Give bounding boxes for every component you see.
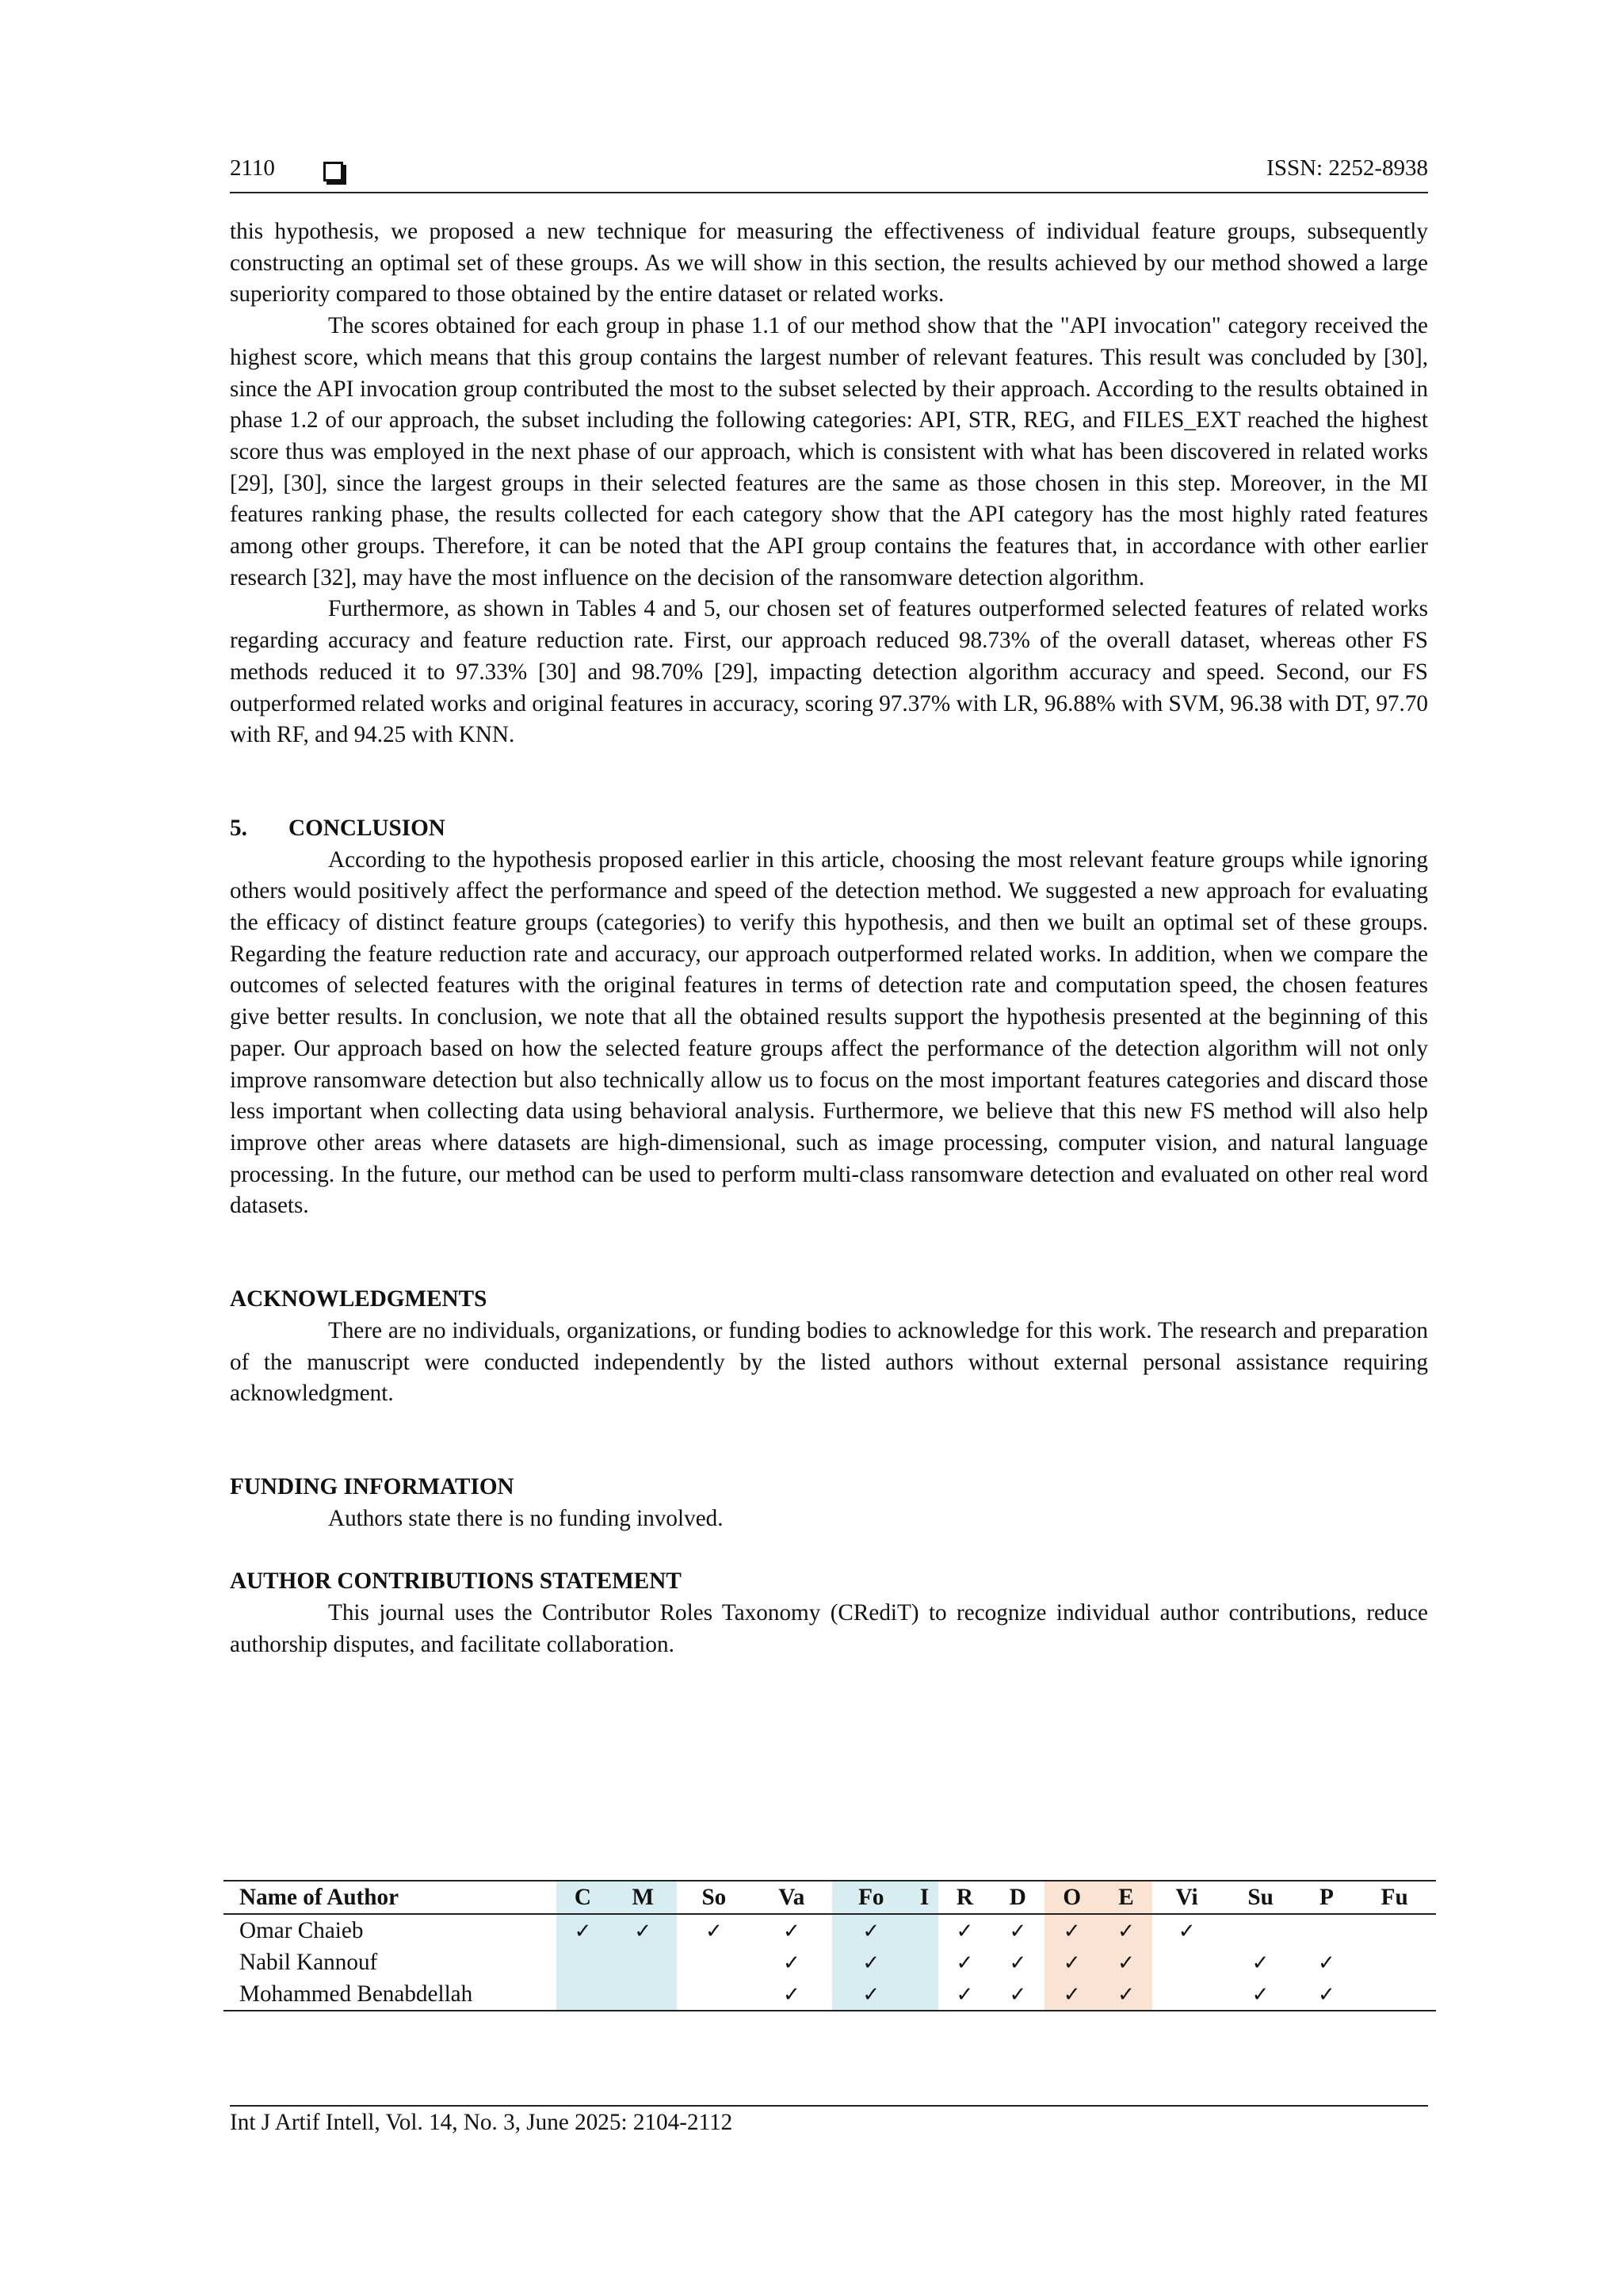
checkmark-icon: ✓ — [1117, 1982, 1135, 2007]
role-cell — [1044, 1946, 1100, 1978]
role-cell — [1221, 1914, 1300, 1946]
page-number: 2110 — [230, 155, 275, 181]
role-cell — [1221, 1978, 1300, 2011]
role-cell — [938, 1946, 991, 1978]
role-header: R — [956, 1885, 973, 1910]
square-bullet-icon — [323, 162, 343, 181]
author-name: Omar Chaieb — [239, 1918, 364, 1943]
section-number: 5. — [230, 815, 247, 841]
role-cell — [911, 1978, 938, 2011]
checkmark-icon: ✓ — [1063, 1950, 1081, 1975]
table-row — [223, 1978, 1436, 2011]
checkmark-icon: ✓ — [705, 1919, 723, 1943]
role-cell — [1300, 1946, 1353, 1978]
paragraph: This journal uses the Contributor Roles Taxonomy (CRediT) to recognize individual author contributions, reduce authorship disputes, and facilitate collaboration. — [230, 1600, 1428, 1657]
role-header: Su — [1247, 1885, 1274, 1910]
author-name: Nabil Kannouf — [239, 1950, 378, 1975]
checkmark-icon: ✓ — [1009, 1919, 1027, 1943]
checkmark-icon: ✓ — [782, 1919, 800, 1943]
role-cell — [991, 1946, 1044, 1978]
role-header: O — [1044, 1881, 1100, 1914]
role-cell — [1353, 1914, 1436, 1946]
role-cell — [751, 1978, 831, 2011]
role-cell — [1100, 1978, 1153, 2011]
role-cell — [832, 1978, 911, 2011]
role-cell — [677, 1946, 752, 1978]
table-row — [223, 1914, 1436, 1946]
role-header: Fu — [1381, 1885, 1408, 1910]
checkmark-icon: ✓ — [1317, 1950, 1335, 1975]
page-footer — [230, 2105, 1428, 2136]
issn: ISSN: 2252-8938 — [1266, 155, 1428, 181]
role-cell — [609, 1914, 677, 1946]
paragraph: There are no individuals, organizations, or funding bodies to acknowledge for this work. The research and preparation of the manuscript were conducted independently by the listed authors without external personal assistance requiring acknowledgment. — [230, 1317, 1428, 1407]
role-cell — [1300, 1978, 1353, 2011]
role-cell — [1044, 1914, 1100, 1946]
role-cell — [991, 1978, 1044, 2011]
section-heading-acknowledgments: ACKNOWLEDGMENTS — [230, 1286, 487, 1312]
role-cell — [1100, 1946, 1153, 1978]
checkmark-icon: ✓ — [1063, 1919, 1081, 1943]
role-header: P — [1319, 1885, 1334, 1910]
role-cell — [938, 1978, 991, 2011]
role-cell — [832, 1946, 911, 1978]
checkmark-icon: ✓ — [1009, 1982, 1027, 2007]
role-cell — [556, 1946, 609, 1978]
role-cell — [991, 1914, 1044, 1946]
role-cell — [609, 1978, 677, 2011]
checkmark-icon: ✓ — [574, 1919, 592, 1943]
role-header: E — [1100, 1881, 1153, 1914]
role-cell — [1353, 1946, 1436, 1978]
page-header — [230, 155, 1428, 193]
journal-citation: Int J Artif Intell, Vol. 14, No. 3, June 2025: 2104-2112 — [230, 2110, 733, 2135]
checkmark-icon: ✓ — [862, 1950, 880, 1975]
role-cell — [677, 1978, 752, 2011]
role-cell — [1044, 1978, 1100, 2011]
role-header: Fo — [832, 1881, 911, 1914]
role-header: C — [556, 1881, 609, 1914]
role-cell — [1152, 1914, 1220, 1946]
checkmark-icon: ✓ — [1251, 1950, 1270, 1975]
article-body — [230, 216, 1428, 1660]
role-cell — [609, 1946, 677, 1978]
role-cell — [751, 1946, 831, 1978]
role-cell — [751, 1914, 831, 1946]
credit-table — [223, 1880, 1436, 2011]
checkmark-icon: ✓ — [1117, 1919, 1135, 1943]
checkmark-icon: ✓ — [956, 1919, 974, 1943]
role-header: Vi — [1175, 1885, 1198, 1910]
table-row — [223, 1946, 1436, 1978]
role-cell — [556, 1978, 609, 2011]
checkmark-icon: ✓ — [1317, 1982, 1335, 2007]
checkmark-icon: ✓ — [782, 1950, 800, 1975]
role-header: M — [609, 1881, 677, 1914]
checkmark-icon: ✓ — [862, 1982, 880, 2007]
role-cell — [911, 1946, 938, 1978]
checkmark-icon: ✓ — [1063, 1982, 1081, 2007]
author-name: Mohammed Benabdellah — [239, 1981, 473, 2007]
section-heading-conclusion — [230, 813, 1428, 845]
checkmark-icon: ✓ — [956, 1950, 974, 1975]
credit-header-row — [223, 1881, 1436, 1914]
checkmark-icon: ✓ — [1009, 1950, 1027, 1975]
paragraph: Authors state there is no funding involved. — [328, 1505, 724, 1531]
checkmark-icon: ✓ — [1117, 1950, 1135, 1975]
paragraph: this hypothesis, we proposed a new technique for measuring the effectiveness of individual feature groups, subsequently constructing an optimal set of these groups. As we will show in this section, the results achieved by our method showed a large superiority compared to those obtained by the entire dataset or related works. — [230, 219, 1428, 308]
checkmark-icon: ✓ — [634, 1919, 652, 1943]
paragraph: The scores obtained for each group in phase 1.1 of our method show that the "API invocation" category received the highest score, which means that this group contains the largest number of relevant features. This result was concluded by [30], since the API invocation group contributed the most to the subset selected by their approach. According to the results obtained in phase 1.2 of our approach, the subset including the following categories: API, STR, REG, and FILES_EXT reached the highest score thus was employed in the next phase of our approach, which is consistent with what has been discovered in related works [29], [30], since the largest groups in their selected features are the same as those chosen in this step. Moreover, in the MI features ranking phase, the results collected for each category show that the API category has the most highly rated features among other groups. Therefore, it can be noted that the API group contains the features that, in accordance with other earlier research [32], may have the most influence on the decision of the ransomware detection algorithm. — [230, 313, 1428, 590]
checkmark-icon: ✓ — [1178, 1919, 1196, 1943]
role-header: Va — [778, 1885, 805, 1910]
role-cell — [832, 1914, 911, 1946]
checkmark-icon: ✓ — [782, 1982, 800, 2007]
paragraph: According to the hypothesis proposed earlier in this article, choosing the most relevant feature groups while ignoring others would positively affect the performance and speed of the detection method. We suggested a new approach for evaluating the efficacy of distinct feature groups (categories) to verify this hypothesis, and then we built an optimal set of these groups. Regarding the feature reduction rate and accuracy, our approach outperformed related works. In addition, when we compare the outcomes of selected features with the original features in terms of detection rate and computation speed, the chosen features give better results. In conclusion, we note that all the obtained results support the hypothesis presented at the beginning of this paper. Our approach based on how the selected feature groups affect the performance of the detection algorithm will not only improve ransomware detection but also technically allow us to focus on the most important features categories and discard those less important when collecting data using behavioral analysis. Furthermore, we believe that this new FS method will also help improve other areas where datasets are high-dimensional, such as image processing, computer vision, and natural language processing. In the future, our method can be used to perform multi-class ransomware detection and evaluated on other real word datasets. — [230, 846, 1428, 1219]
section-heading-funding: FUNDING INFORMATION — [230, 1473, 514, 1499]
role-cell — [1100, 1914, 1153, 1946]
name-header: Name of Author — [239, 1885, 399, 1910]
section-heading-contributions: AUTHOR CONTRIBUTIONS STATEMENT — [230, 1568, 682, 1595]
role-cell — [1152, 1978, 1220, 2011]
checkmark-icon: ✓ — [862, 1919, 880, 1943]
role-cell — [938, 1914, 991, 1946]
role-cell — [677, 1914, 752, 1946]
role-cell — [911, 1914, 938, 1946]
role-cell — [1152, 1946, 1220, 1978]
role-cell — [1221, 1946, 1300, 1978]
paragraph: Furthermore, as shown in Tables 4 and 5, our chosen set of features outperformed selected features of related works regarding accuracy and feature reduction rate. First, our approach reduced 98.73% of the overall dataset, whereas other FS methods reduced it to 97.33% [30] and 98.70% [29], impacting detection algorithm accuracy and speed. Second, our FS outperformed related works and original features in accuracy, scoring 97.37% with LR, 96.88% with SVM, 96.38 with DT, 97.70 with RF, and 94.25 with KNN. — [230, 596, 1428, 748]
role-cell — [1353, 1978, 1436, 2011]
checkmark-icon: ✓ — [1251, 1982, 1270, 2007]
checkmark-icon: ✓ — [956, 1982, 974, 2007]
role-header: D — [1009, 1885, 1026, 1910]
section-title: CONCLUSION — [288, 815, 445, 841]
role-header: So — [701, 1885, 727, 1910]
role-cell — [1300, 1914, 1353, 1946]
role-header: I — [911, 1881, 938, 1914]
role-cell — [556, 1914, 609, 1946]
